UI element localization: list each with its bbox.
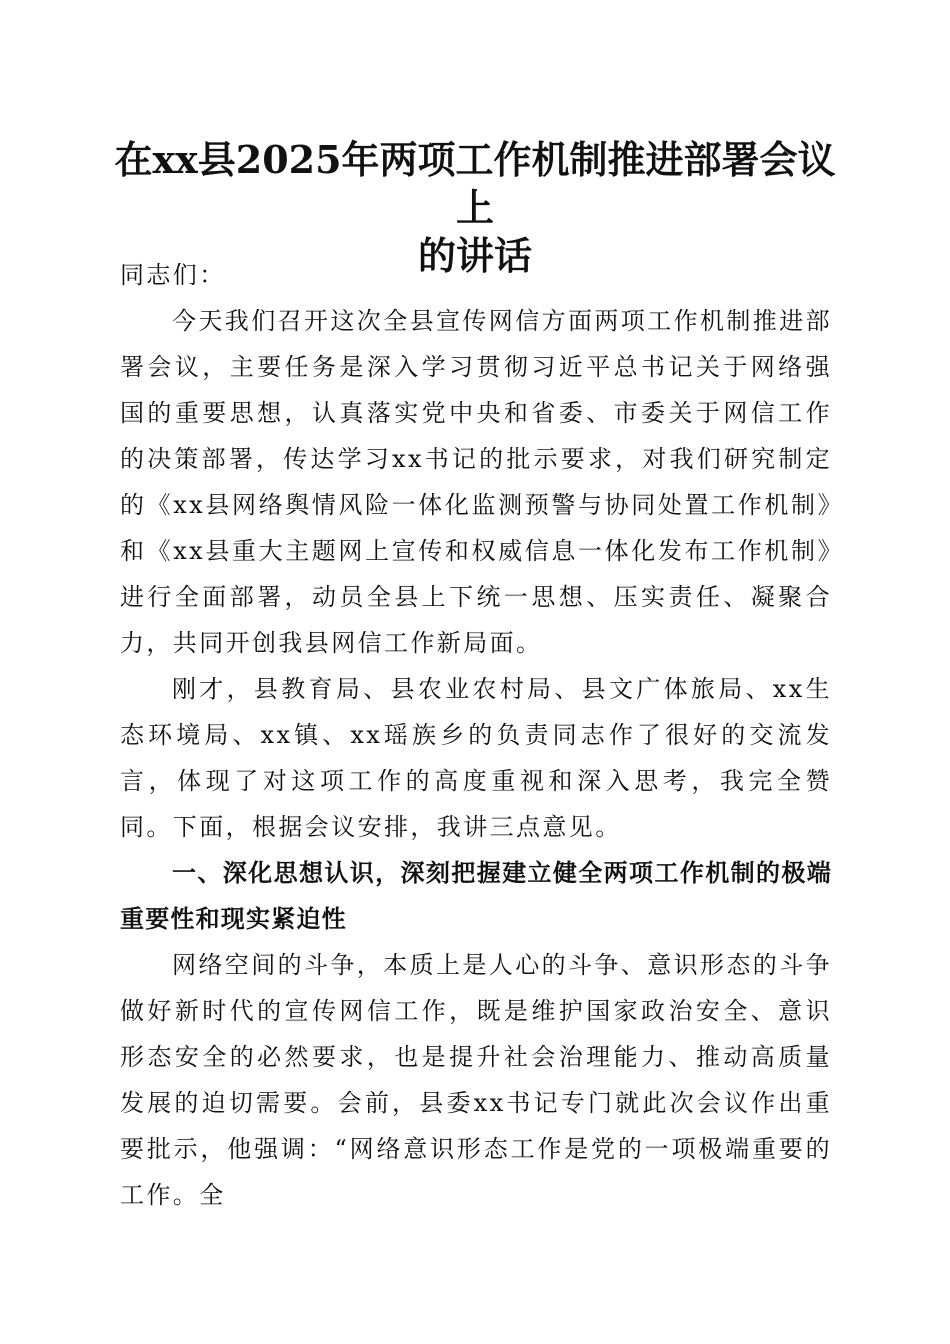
- salutation: 同志们：: [120, 261, 226, 289]
- section-1-paragraph: 网络空间的斗争，本质上是人心的斗争、意识形态的斗争做好新时代的宣传网信工作，既是维护国家政治安全、意识形态安全的必然要求，也是提升社会治理能力、推动高质量发展的迫切需要。会前，县委xx书记专门就此次会议作出重要批示，他强调：“网络意识形态工作是党的一项极端重要的工作。全: [120, 951, 832, 1209]
- title-line-1: 在xx县2025年两项工作机制推进部署会议上: [114, 137, 836, 230]
- document-body: [120, 252, 832, 1218]
- title-line-2: 的讲话: [417, 233, 532, 278]
- section-heading-1: 一、深化思想认识，深刻把握建立健全两项工作机制的极端重要性和现实紧迫性: [120, 859, 832, 933]
- paragraph-remarks: 刚才，县教育局、县农业农村局、县文广体旅局、xx生态环境局、xx镇、xx瑶族乡的负责同志作了很好的交流发言，体现了对这项工作的高度重视和深入思考，我完全赞同。下面，根据会议安排，我讲三点意见。: [120, 675, 832, 841]
- paragraph-opening: 今天我们召开这次全县宣传网信方面两项工作机制推进部署会议，主要任务是深入学习贯彻习近平总书记关于网络强国的重要思想，认真落实党中央和省委、市委关于网信工作的决策部署，传达学习xx书记的批示要求，对我们研究制定的《xx县网络舆情风险一体化监测预警与协同处置工作机制》和《xx县重大主题网上宣传和权威信息一体化发布工作机制》进行全面部署，动员全县上下统一思想、压实责任、凝聚合力，共同开创我县网信工作新局面。: [120, 307, 832, 657]
